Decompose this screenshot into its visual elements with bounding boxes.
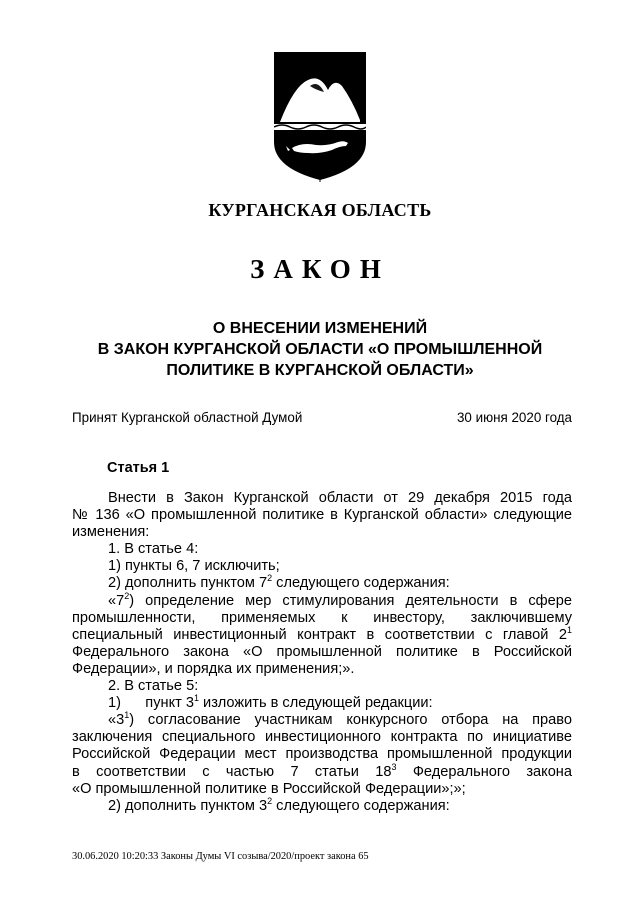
body-line: № 136 «О промышленной политике в Курганской области» следующие xyxy=(72,507,572,524)
law-title-line: В ЗАКОН КУРГАНСКОЙ ОБЛАСТИ «О ПРОМЫШЛЕННОЙ xyxy=(97,341,543,358)
coat-of-arms-icon xyxy=(272,50,368,182)
body-line: 2. В статье 5: xyxy=(108,678,199,695)
body-line: «$3^1$) согласование участникам конкурсного отбора на право xyxy=(108,710,572,729)
adoption-date: 30 июня 2020 года xyxy=(456,410,572,425)
body-line: Федерации», и порядка их применения;». xyxy=(72,660,355,677)
body-line: 1. В статье 4: xyxy=(108,541,199,558)
body-line: 1) пункты 6, 7 исключить; xyxy=(108,558,280,575)
body-line: промышленности, применяемых к инвестору, заключившему xyxy=(72,609,572,626)
body-line: Федерального закона «О промышленной политике в Российской xyxy=(72,643,572,660)
body-line: заключения специального инвестиционного контракта по инициативе xyxy=(72,729,572,746)
body-line: «$7^2$) определение мер стимулирования деятельности в сфере xyxy=(108,590,572,609)
footer-stamp: 30.06.2020 10:20:33 Законы Думы VI созыва/2020/проект закона 65 xyxy=(72,851,369,862)
body-line: специальный инвестиционный контракт в соответствии с главой $2^1$ xyxy=(72,624,572,643)
law-title xyxy=(60,318,580,381)
adoption-line xyxy=(72,410,572,425)
law-title-line: ПОЛИТИКЕ В КУРГАНСКОЙ ОБЛАСТИ» xyxy=(166,362,474,379)
document-type: ЗАКОН xyxy=(250,254,390,284)
article-body xyxy=(72,490,572,815)
article-heading: Статья 1 xyxy=(107,460,170,476)
body-line: 2) дополнить пунктом $3^2$ следующего содержания: xyxy=(108,795,450,814)
law-title-line: О ВНЕСЕНИИ ИЗМЕНЕНИЙ xyxy=(212,320,428,337)
body-line: 1) пункт $3^1$ изложить в следующей редакции: xyxy=(108,693,433,712)
body-line: в соответствии с частью 7 статьи $18^3$ Федерального закона xyxy=(72,761,572,780)
region-name: КУРГАНСКАЯ ОБЛАСТЬ xyxy=(208,200,432,220)
body-line: изменения: xyxy=(72,524,150,541)
body-line: Российской Федерации мест производства промышленной продукции xyxy=(72,746,572,763)
body-line: «О промышленной политике в Российской Федерации»;»; xyxy=(72,780,466,797)
body-line: 2) дополнить пунктом $7^2$ следующего содержания: xyxy=(108,573,450,592)
body-line: Внести в Закон Курганской области от 29 декабря 2015 года xyxy=(108,490,572,506)
adopted-by: Принят Курганской областной Думой xyxy=(72,410,303,425)
